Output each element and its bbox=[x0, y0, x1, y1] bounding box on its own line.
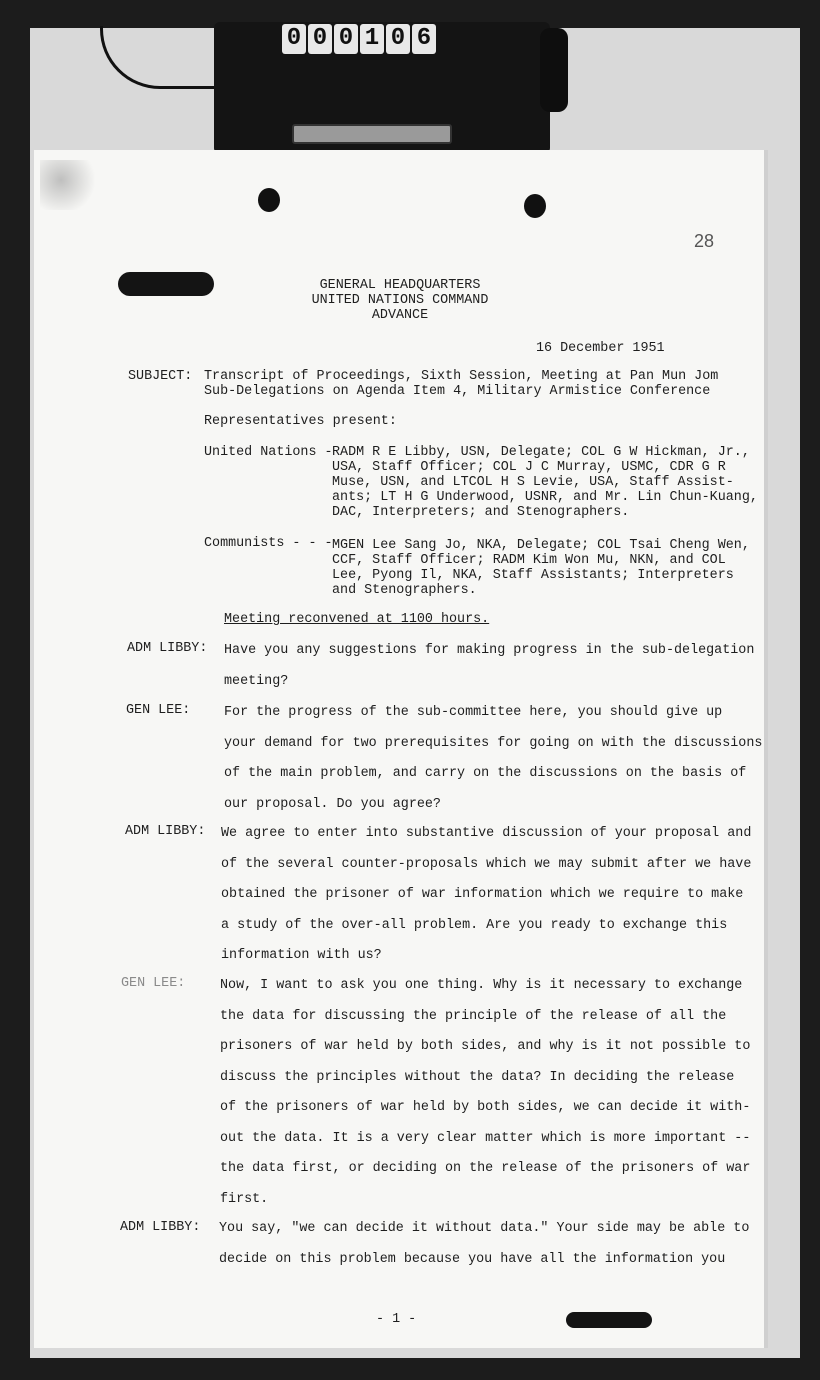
counter-digit: 0 bbox=[386, 24, 410, 54]
document-date: 16 December 1951 bbox=[536, 341, 665, 356]
punch-hole-right bbox=[524, 194, 546, 218]
statement bbox=[224, 698, 762, 820]
redaction-mark-top bbox=[118, 272, 214, 296]
statement-line: decide on this problem because you have all the information you bbox=[219, 1251, 726, 1267]
communist-line: Lee, Pyong Il, NKA, Staff Assistants; Interpreters bbox=[332, 568, 734, 583]
meeting-note: Meeting reconvened at 1100 hours. bbox=[224, 612, 490, 627]
statement-line: For the progress of the sub-committee here, you should give up bbox=[224, 705, 723, 720]
counter-digit: 0 bbox=[282, 24, 306, 54]
corner-smudge bbox=[40, 160, 110, 210]
statement-line: the data first, or deciding on the release of the prisoners of war bbox=[220, 1161, 751, 1176]
subject-text bbox=[204, 369, 718, 399]
statement-line: discuss the principles without the data? In deciding the release bbox=[220, 1069, 735, 1085]
statement-line: a study of the over-all problem. Are you ready to exchange this bbox=[221, 917, 728, 933]
statement-line: information with us? bbox=[221, 948, 382, 963]
statement-line: your demand for two prerequisites for going on with the discussions bbox=[224, 735, 763, 751]
communists-label: Communists - - - bbox=[204, 536, 333, 551]
un-line: USA, Staff Officer; COL J C Murray, USMC, CDR G R bbox=[332, 460, 726, 475]
statement bbox=[219, 1214, 749, 1275]
statement-line: our proposal. Do you agree? bbox=[224, 796, 441, 812]
frame-counter bbox=[282, 24, 436, 54]
communist-representatives bbox=[332, 538, 750, 598]
statement-line: of the several counter-proposals which we may submit after we have bbox=[221, 856, 752, 872]
counter-digit: 0 bbox=[308, 24, 332, 54]
letterhead-line-2: UNITED NATIONS COMMAND bbox=[311, 293, 489, 308]
letterhead-line-3: ADVANCE bbox=[371, 308, 429, 323]
representatives-heading: Representatives present: bbox=[204, 414, 397, 429]
speaker-label: GEN LEE: bbox=[121, 976, 186, 991]
punch-hole-left bbox=[258, 188, 280, 212]
page-number: - 1 - bbox=[376, 1312, 417, 1327]
un-line: ants; LT H G Underwood, USNR, and Mr. Lin Chun-Kuang, bbox=[332, 490, 758, 505]
un-line: Muse, USN, and LTCOL H S Levie, USA, Staff Assist- bbox=[332, 475, 734, 490]
statement-line: prisoners of war held by both sides, and why is it not possible to bbox=[220, 1039, 751, 1054]
statement-line: of the main problem, and carry on the discussions on the basis of bbox=[224, 766, 747, 781]
un-line: RADM R E Libby, USN, Delegate; COL G W Hickman, Jr., bbox=[332, 445, 750, 460]
un-representatives bbox=[332, 445, 758, 520]
speaker-label: ADM LIBBY: bbox=[125, 824, 206, 839]
communist-line: MGEN Lee Sang Jo, NKA, Delegate; COL Tsai Cheng Wen, bbox=[332, 538, 750, 553]
statement-line: of the prisoners of war held by both sides, we can decide it with- bbox=[220, 1100, 751, 1115]
statement bbox=[220, 971, 750, 1215]
redaction-mark-bottom bbox=[566, 1312, 652, 1328]
counter-knob bbox=[540, 28, 568, 112]
communist-line: and Stenographers. bbox=[332, 583, 477, 598]
statement bbox=[221, 819, 751, 972]
counter-plate bbox=[292, 124, 452, 144]
subject-label: SUBJECT: bbox=[128, 369, 193, 384]
subject-line: Sub-Delegations on Agenda Item 4, Military Armistice Conference bbox=[204, 384, 711, 399]
statement-line: out the data. It is a very clear matter which is more important -- bbox=[220, 1130, 751, 1146]
page-mark: 28 bbox=[694, 231, 715, 251]
statement-line: the data for discussing the principle of the release of all the bbox=[220, 1008, 727, 1024]
speaker-label: ADM LIBBY: bbox=[120, 1220, 201, 1235]
statement-line: You say, "we can decide it without data." Your side may be able to bbox=[219, 1221, 750, 1236]
statement-line: meeting? bbox=[224, 673, 289, 689]
un-label: United Nations - bbox=[204, 445, 333, 460]
communist-line: CCF, Staff Officer; RADM Kim Won Mu, NKN, and COL bbox=[332, 553, 726, 568]
counter-digit: 0 bbox=[334, 24, 358, 54]
letterhead bbox=[300, 278, 500, 323]
statement-line: first. bbox=[220, 1191, 269, 1207]
speaker-label: ADM LIBBY: bbox=[127, 641, 208, 656]
statement-line: Now, I want to ask you one thing. Why is it necessary to exchange bbox=[220, 978, 743, 993]
subject-line: Transcript of Proceedings, Sixth Session, Meeting at Pan Mun Jom bbox=[204, 369, 719, 384]
statement-line: obtained the prisoner of war information which we require to make bbox=[221, 887, 744, 902]
statement-line: Have you any suggestions for making progress in the sub-delegation bbox=[224, 643, 755, 658]
statement bbox=[224, 636, 754, 697]
counter-digit: 1 bbox=[360, 24, 384, 54]
statement-line: We agree to enter into substantive discussion of your proposal and bbox=[221, 826, 752, 841]
speaker-label: GEN LEE: bbox=[126, 703, 191, 718]
counter-digit: 6 bbox=[412, 24, 436, 54]
letterhead-line-1: GENERAL HEADQUARTERS bbox=[319, 278, 481, 293]
un-line: DAC, Interpreters; and Stenographers. bbox=[332, 505, 630, 520]
